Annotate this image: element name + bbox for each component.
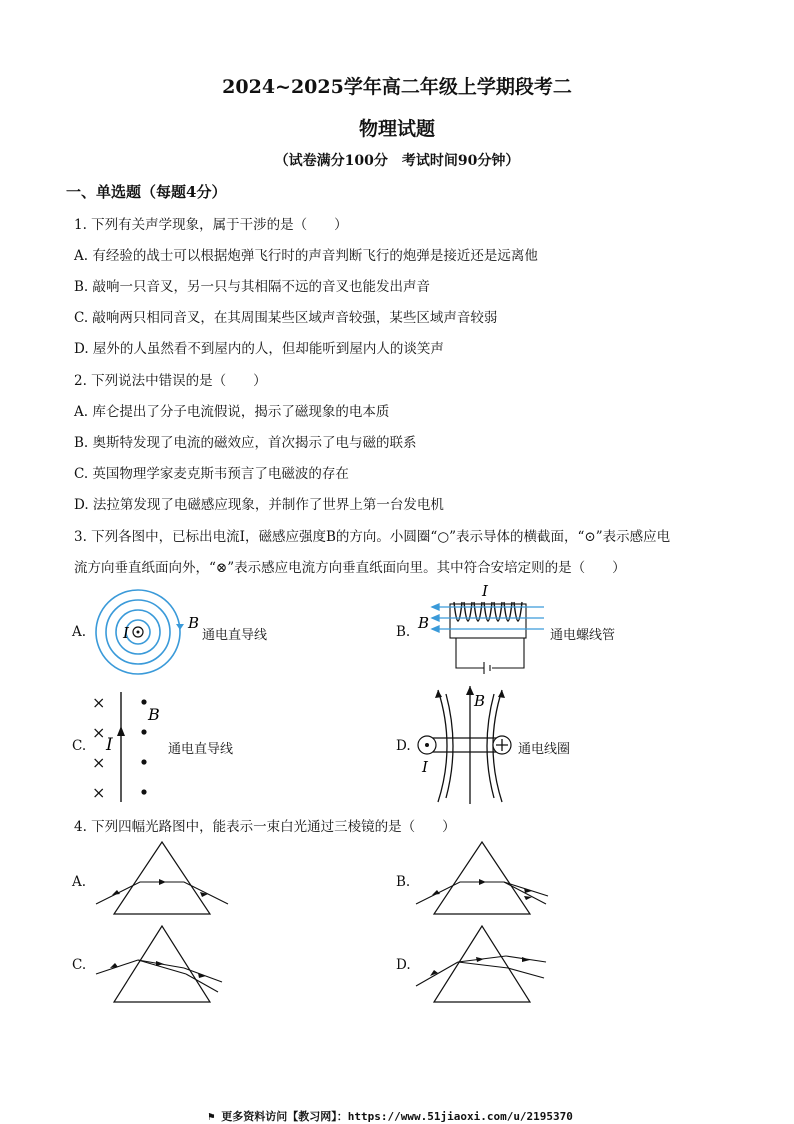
q4-a-label: A.	[72, 874, 87, 890]
light-ray	[416, 882, 504, 904]
q4-b-figure	[412, 838, 552, 920]
q3-d-figure	[410, 684, 520, 806]
q3-b-B: B	[418, 614, 430, 632]
out-of-page-icon	[141, 789, 146, 794]
q3-b-caption: 通电螺线管	[550, 628, 616, 643]
q3-b-I: I	[482, 582, 488, 600]
q4-d-figure	[412, 922, 552, 1004]
into-page-icon: ×	[92, 693, 106, 712]
arrow-icon	[432, 626, 439, 632]
arrow-icon	[432, 890, 440, 895]
q1-option-d: D. 屋外的人虽然看不到屋内的人，但却能听到屋内人的谈笑声	[74, 341, 444, 357]
q4-d-label: D.	[396, 957, 411, 973]
arrow-icon	[156, 961, 164, 966]
exam-info: （试卷满分100分 考试时间90分钟）	[274, 153, 520, 169]
footer	[208, 1108, 573, 1124]
q3-b-label: B.	[396, 624, 411, 640]
q3-a-I: I	[123, 624, 129, 642]
arrow-icon	[479, 879, 486, 885]
q1-stem: 1. 下列有关声学现象，属于干涉的是（ ）	[74, 217, 348, 233]
arrow-icon	[432, 615, 439, 621]
arrow-icon	[117, 726, 125, 736]
q3-a-label: A.	[72, 624, 87, 640]
q3-stem-line2: 流方向垂直纸面向外，“⊗”表示感应电流方向垂直纸面向里。其中符合安培定则的是（ ）	[74, 560, 626, 576]
q3-a-B: B	[188, 614, 200, 632]
q3-a-caption: 通电直导线	[202, 628, 268, 643]
circuit-wire	[456, 638, 524, 674]
field-lines	[438, 686, 502, 804]
q2-option-c: C. 英国物理学家麦克斯韦预言了电磁波的存在	[74, 466, 349, 482]
arrow-icon	[498, 690, 505, 698]
q1-option-b: B. 敲响一只音叉，另一只与其相隔不远的音叉也能发出声音	[74, 279, 431, 295]
prism	[114, 842, 210, 914]
q3-c-figure	[86, 690, 166, 802]
light-ray	[458, 962, 508, 968]
arrow-icon	[112, 890, 120, 895]
q2-stem: 2. 下列说法中错误的是（ ）	[74, 373, 267, 389]
q4-stem: 4. 下列四幅光路图中，能表示一束白光通过三棱镜的是（ ）	[74, 819, 456, 835]
arrow-icon	[476, 957, 484, 962]
q3-d-I: I	[422, 758, 428, 776]
q1-option-c: C. 敲响两只相同音叉，在其周围某些区域声音较强，某些区域声音较弱	[74, 310, 498, 326]
q3-d-label: D.	[396, 738, 411, 754]
section-heading: 一、单选题（每题4分）	[66, 183, 227, 201]
arrow-icon	[432, 604, 439, 610]
into-page-icon: ×	[92, 723, 106, 742]
q3-stem-line1: 3. 下列各图中，已标出电流I，磁感应强度B的方向。小圆圈“○”表示导体的横截面，“⊙”表示感应电	[74, 529, 671, 545]
arrow-icon	[466, 686, 474, 695]
q2-option-b: B. 奥斯特发现了电流的磁效应，首次揭示了电与磁的联系	[74, 435, 417, 451]
q2-option-a: A. 库仑提出了分子电流假说，揭示了磁现象的电本质	[74, 404, 390, 420]
flag-icon: ⚑	[208, 1110, 215, 1123]
prism	[434, 926, 530, 1002]
out-of-page-icon	[141, 759, 146, 764]
arrow-icon	[435, 690, 442, 698]
arrow-icon	[176, 624, 184, 630]
arrow-icon	[159, 879, 166, 885]
into-page-icon: ×	[92, 783, 106, 802]
q3-c-I: I	[106, 735, 113, 755]
into-page-icon: ×	[92, 753, 106, 772]
exam-title: 2024~2025学年高二年级上学期段考二	[222, 76, 572, 98]
q3-c-label: C.	[72, 738, 87, 754]
q4-c-label: C.	[72, 957, 87, 973]
footer-link[interactable]: 更多资料访问【教习网】：https://www.51jiaoxi.com/u/2195370	[221, 1110, 573, 1123]
q2-option-d: D. 法拉第发现了电磁感应现象，并制作了世界上第一台发电机	[74, 497, 444, 513]
q3-d-B: B	[474, 692, 486, 710]
current-out-dot	[137, 631, 140, 634]
q3-b-figure	[412, 580, 552, 680]
out-of-page-icon	[141, 699, 146, 704]
subject-title: 物理试题	[358, 118, 435, 140]
q4-b-label: B.	[396, 874, 411, 890]
q4-c-figure	[92, 922, 232, 1004]
coil-loop	[426, 738, 504, 752]
q4-a-figure	[92, 838, 232, 920]
q3-c-B: B	[148, 705, 160, 724]
out-of-page-icon	[141, 729, 146, 734]
arrow-icon	[200, 892, 208, 897]
q3-c-caption: 通电直导线	[168, 742, 234, 757]
q3-a-figure	[90, 586, 200, 682]
q1-option-a: A. 有经验的战士可以根据炮弹飞行时的声音判断飞行的炮弹是接近还是远离他	[74, 248, 538, 264]
prism	[434, 842, 530, 914]
q3-d-caption: 通电线圈	[518, 742, 571, 757]
